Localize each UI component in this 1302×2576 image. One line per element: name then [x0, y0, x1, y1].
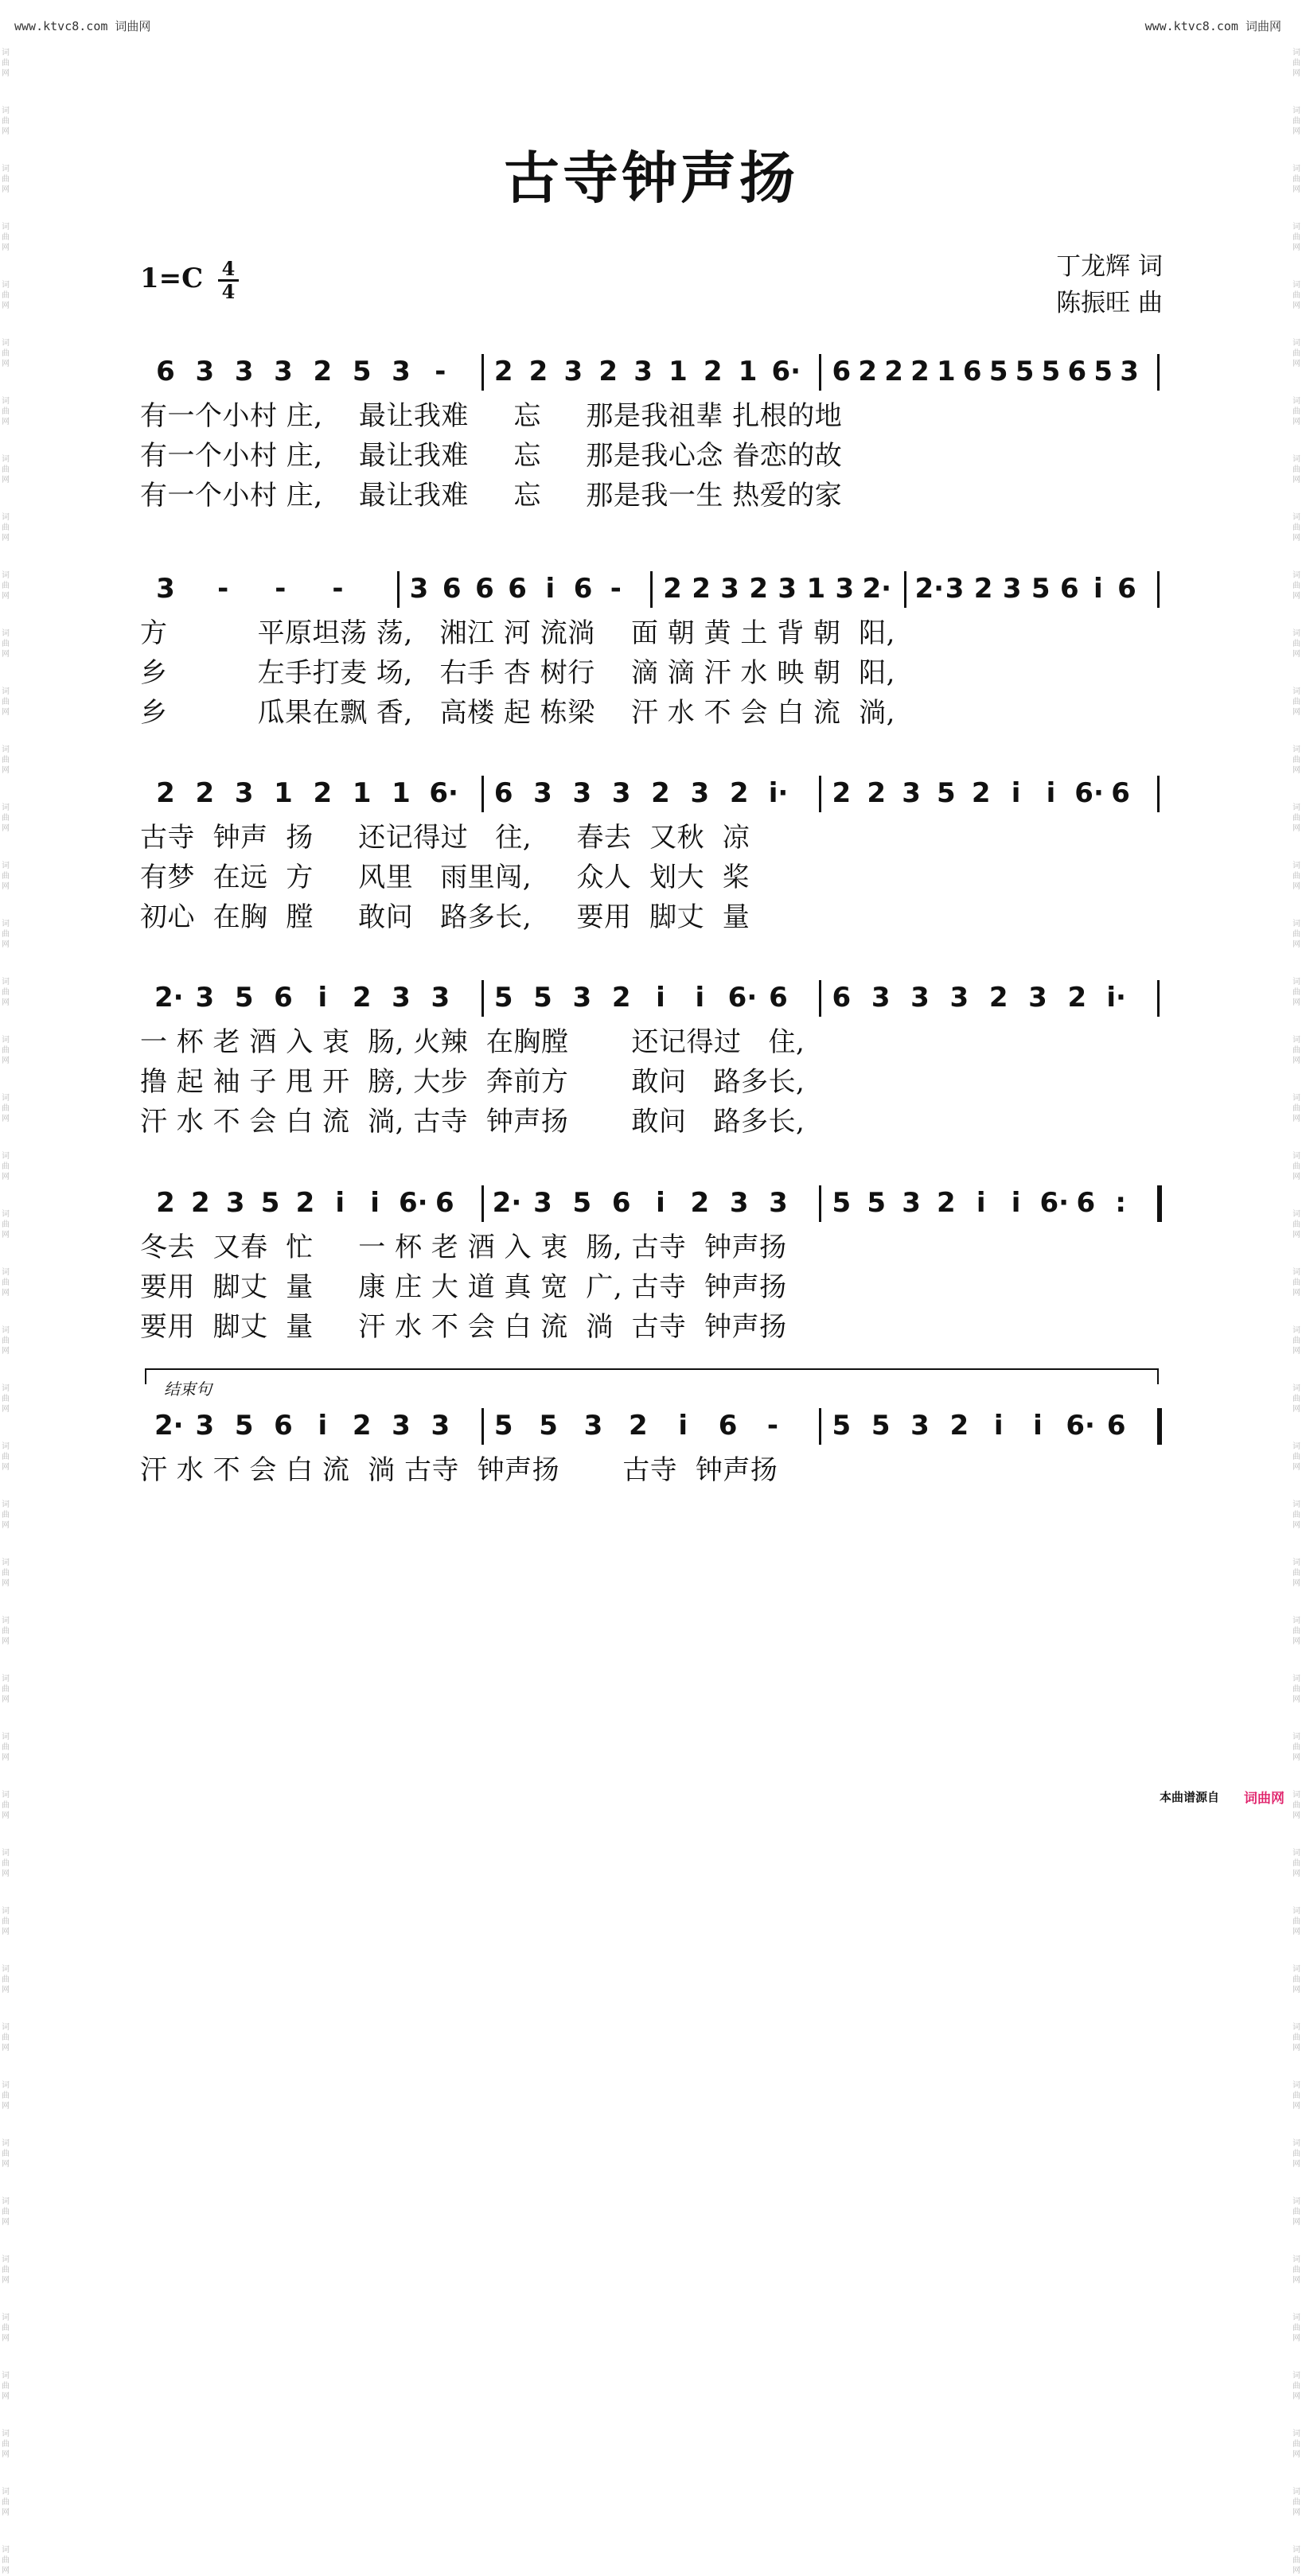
note: 6 — [435, 1187, 454, 1219]
note: - — [332, 573, 344, 605]
side-watermark-text: 词曲网 — [1292, 455, 1300, 484]
coda-label: 结束句 — [164, 1379, 212, 1399]
side-watermark-text: 词曲网 — [2, 2546, 10, 2575]
coda-bracket — [145, 1368, 1159, 1384]
lyric-line: 一 杯 老 酒 入 衷 肠, 火辣 在胸膛 还记得过 住, — [140, 1026, 805, 1058]
note: 6 — [274, 1410, 293, 1442]
note: 3 — [945, 573, 965, 605]
side-watermark-text: 词曲网 — [1292, 629, 1300, 659]
note: 6· — [398, 1187, 428, 1219]
side-watermark-text: 词曲网 — [2, 165, 10, 194]
lyricist: 丁龙辉 词 — [1056, 252, 1163, 281]
side-watermark-text: 词曲网 — [1292, 223, 1300, 252]
footer-site-logo: 词曲网 — [1244, 1791, 1284, 1807]
side-watermark-text: 词曲网 — [1292, 2488, 1300, 2517]
note: 5 — [1041, 356, 1061, 387]
side-watermark-text: 词曲网 — [1292, 1210, 1300, 1239]
barline — [650, 571, 653, 608]
side-watermark-text: 词曲网 — [2, 2372, 10, 2401]
note: 2· — [862, 573, 892, 605]
note: 5 — [533, 982, 552, 1014]
side-watermark-text: 词曲网 — [1292, 2197, 1300, 2227]
side-watermark-text: 词曲网 — [2, 1965, 10, 1994]
side-watermark-text: 词曲网 — [2, 920, 10, 949]
note: 5 — [352, 356, 372, 387]
note: 1 — [392, 777, 411, 809]
side-watermark-text: 词曲网 — [1292, 1094, 1300, 1123]
note: 3 — [533, 1187, 552, 1219]
note: 3 — [234, 777, 254, 809]
note: 6 — [1059, 573, 1079, 605]
side-watermark-text: 词曲网 — [2, 629, 10, 659]
side-watermark-text: 词曲网 — [1292, 571, 1300, 601]
side-watermark-text: 词曲网 — [2, 339, 10, 368]
side-watermark-text: 词曲网 — [2, 107, 10, 136]
side-watermark-text: 词曲网 — [1292, 745, 1300, 775]
note: 1 — [669, 356, 688, 387]
side-watermark-text: 词曲网 — [1292, 862, 1300, 891]
lyric-line: 方 平原坦荡 荡, 湘江 河 流淌 面 朝 黄 土 背 朝 阳, — [140, 617, 895, 649]
side-watermark-text: 词曲网 — [2, 1384, 10, 1414]
side-watermark-text: 词曲网 — [2, 1210, 10, 1239]
note: i — [1011, 1187, 1021, 1219]
side-watermark-text: 词曲网 — [1292, 2546, 1300, 2575]
lyric-line: 冬去 又春 忙 一 杯 老 酒 入 衷 肠, 古寺 钟声扬 — [140, 1232, 787, 1263]
note: i — [1033, 1410, 1043, 1442]
lyric-line: 汗 水 不 会 白 流 淌, 古寺 钟声扬 敢问 路多长, — [140, 1106, 805, 1138]
note: 2 — [313, 356, 333, 387]
note: 6· — [429, 777, 458, 809]
side-watermark-text: 词曲网 — [2, 397, 10, 426]
side-watermark-text: 词曲网 — [1292, 1907, 1300, 1936]
side-watermark-text: 词曲网 — [1292, 1558, 1300, 1588]
side-watermark-text: 词曲网 — [2, 1152, 10, 1181]
side-watermark-text: 词曲网 — [1292, 165, 1300, 194]
side-watermark-text: 词曲网 — [1292, 978, 1300, 1007]
side-watermark-text: 词曲网 — [1292, 2023, 1300, 2053]
note: 2 — [313, 777, 333, 809]
barline — [1157, 980, 1160, 1017]
note: 3 — [392, 1410, 411, 1442]
side-watermark-text: 词曲网 — [1292, 1036, 1300, 1065]
note: 6· — [1066, 1410, 1095, 1442]
note: 2 — [692, 573, 711, 605]
barline — [1157, 776, 1160, 812]
note: 1 — [738, 356, 758, 387]
note: 2 — [973, 573, 993, 605]
side-watermark-text: 词曲网 — [1292, 1791, 1300, 1820]
watermark-left: www.ktvc8.com 词曲网 — [14, 19, 151, 33]
note: - — [275, 573, 287, 605]
note: 3 — [1002, 573, 1022, 605]
lyric-line: 要用 脚丈 量 康 庄 大 道 真 宽 广, 古寺 钟声扬 — [140, 1271, 787, 1303]
side-watermark-text: 词曲网 — [2, 513, 10, 543]
note: 6 — [1067, 356, 1087, 387]
side-watermark-text: 词曲网 — [1292, 2081, 1300, 2111]
note: 3 — [902, 1187, 921, 1219]
note: 6 — [1111, 777, 1130, 809]
note: 6 — [493, 777, 513, 809]
note: 6· — [1039, 1187, 1070, 1219]
note: 3 — [611, 777, 631, 809]
side-watermark-text: 词曲网 — [2, 281, 10, 310]
note: i — [1093, 573, 1103, 605]
note: 5 — [1031, 573, 1051, 605]
note: - — [435, 356, 446, 387]
note: 2· — [154, 1410, 184, 1442]
song-title: 古寺钟声扬 — [504, 145, 798, 211]
note: 6 — [156, 356, 175, 387]
note: 3 — [910, 1410, 930, 1442]
note: i — [318, 982, 328, 1014]
lyric-line: 有一个小村 庄, 最让我难 忘 那是我心念 眷恋的故 — [140, 440, 843, 472]
note: 6 — [442, 573, 462, 605]
side-watermark-text: 词曲网 — [2, 223, 10, 252]
lyric-line: 有梦 在远 方 风里 雨里闯, 众人 划大 桨 — [140, 862, 750, 893]
side-watermark-text: 词曲网 — [2, 2488, 10, 2517]
note: 2 — [191, 1187, 210, 1219]
note: i — [976, 1187, 986, 1219]
note: i — [545, 573, 555, 605]
note: i — [335, 1187, 345, 1219]
note: 3 — [392, 356, 411, 387]
note: i — [993, 1410, 1004, 1442]
note: 3 — [769, 1187, 788, 1219]
side-watermark-text: 词曲网 — [2, 1733, 10, 1762]
note: 3 — [195, 982, 215, 1014]
note: 1 — [352, 777, 372, 809]
side-watermark-text: 词曲网 — [1292, 513, 1300, 543]
side-watermark-text: 词曲网 — [1292, 1326, 1300, 1356]
barline — [1157, 354, 1160, 391]
note: 2 — [663, 573, 682, 605]
side-watermark-text: 词曲网 — [1292, 2255, 1300, 2285]
note: 2 — [528, 356, 548, 387]
side-watermark-text: 词曲网 — [1292, 397, 1300, 426]
side-watermark-text: 词曲网 — [2, 1907, 10, 1936]
note: 6 — [718, 1410, 738, 1442]
note: 2 — [884, 356, 903, 387]
note: - — [610, 573, 622, 605]
note: 6 — [962, 356, 982, 387]
barline — [481, 354, 484, 391]
note: 3 — [902, 777, 921, 809]
side-watermark-text: 词曲网 — [1292, 2139, 1300, 2169]
lyric-line: 有一个小村 庄, 最让我难 忘 那是我祖辈 扎根的地 — [140, 400, 843, 432]
note: 2· — [154, 982, 184, 1014]
barline — [481, 980, 484, 1017]
side-watermark-text: 词曲网 — [1292, 687, 1300, 717]
side-watermark-text: 词曲网 — [1292, 1268, 1300, 1298]
barline — [481, 776, 484, 812]
barline — [819, 776, 821, 812]
side-watermark-text: 词曲网 — [2, 804, 10, 833]
side-watermark-text: 词曲网 — [2, 2139, 10, 2169]
lyric-line: 乡 左手打麦 场, 右手 杏 树行 滴 滴 汗 水 映 朝 阳, — [140, 657, 895, 689]
note: 3 — [195, 1410, 215, 1442]
note: 3 — [156, 573, 175, 605]
side-watermark-text: 词曲网 — [2, 745, 10, 775]
note: 5 — [493, 982, 513, 1014]
side-watermark-text: 词曲网 — [1292, 920, 1300, 949]
side-watermark-text: 词曲网 — [1292, 1152, 1300, 1181]
note: i — [318, 1410, 328, 1442]
side-watermark-text: 词曲网 — [1292, 1384, 1300, 1414]
side-watermark-text: 词曲网 — [1292, 1849, 1300, 1878]
note: 2 — [937, 1187, 956, 1219]
note: 2 — [749, 573, 769, 605]
note: 6 — [769, 982, 788, 1014]
lyric-line: 有一个小村 庄, 最让我难 忘 那是我一生 热爱的家 — [140, 480, 843, 512]
note: 6· — [771, 356, 801, 387]
note: 2 — [195, 777, 215, 809]
barline — [1157, 1185, 1162, 1222]
note: 2 — [295, 1187, 315, 1219]
note: 3 — [225, 1187, 245, 1219]
side-watermark-text: 词曲网 — [2, 1036, 10, 1065]
note: 2 — [690, 1187, 710, 1219]
note: 5 — [234, 982, 254, 1014]
lyric-line: 初心 在胸 膛 敢问 路多长, 要用 脚丈 量 — [140, 901, 750, 933]
note: 6 — [475, 573, 494, 605]
note: : — [1115, 1187, 1126, 1219]
side-watermark-text: 词曲网 — [2, 2197, 10, 2227]
barline — [481, 1185, 484, 1222]
note: 6 — [832, 982, 852, 1014]
side-watermark-text: 词曲网 — [1292, 1733, 1300, 1762]
lyric-line: 汗 水 不 会 白 流 淌 古寺 钟声扬 古寺 钟声扬 — [140, 1454, 778, 1486]
barline — [904, 571, 906, 608]
side-watermark-text: 词曲网 — [1292, 1442, 1300, 1472]
note: 6 — [611, 1187, 631, 1219]
note: 5 — [493, 1410, 513, 1442]
note: 6 — [1076, 1187, 1096, 1219]
side-watermark-text: 词曲网 — [2, 2023, 10, 2053]
lyric-line: 撸 起 袖 子 甩 开 膀, 大步 奔前方 敢问 路多长, — [140, 1066, 805, 1098]
note: 6 — [508, 573, 527, 605]
side-watermark-text: 词曲网 — [2, 2255, 10, 2285]
note: 3 — [729, 1187, 749, 1219]
note: i — [656, 1187, 665, 1219]
side-watermark-text: 词曲网 — [2, 2430, 10, 2459]
footer-source: 本曲谱源自 — [1159, 1790, 1219, 1804]
note: 6· — [1074, 777, 1104, 809]
note: 3 — [910, 982, 930, 1014]
note: 3 — [949, 982, 969, 1014]
note: 2 — [988, 982, 1008, 1014]
note: 2 — [971, 777, 991, 809]
note: 5 — [832, 1187, 852, 1219]
side-watermark-text: 词曲网 — [2, 1675, 10, 1704]
note: i — [695, 982, 705, 1014]
note: 2 — [858, 356, 878, 387]
note: 3 — [431, 982, 450, 1014]
note: 3 — [409, 573, 429, 605]
note: 2 — [651, 777, 670, 809]
side-watermark-text: 词曲网 — [1292, 107, 1300, 136]
lyric-line: 古寺 钟声 扬 还记得过 往, 春去 又秋 凉 — [140, 822, 750, 854]
note: 3 — [274, 356, 293, 387]
note: 3 — [572, 777, 592, 809]
note: 2 — [352, 982, 372, 1014]
lyric-line: 要用 脚丈 量 汗 水 不 会 白 流 淌 古寺 钟声扬 — [140, 1311, 787, 1343]
note: i — [1046, 777, 1056, 809]
barline — [1157, 1408, 1162, 1445]
note: i — [656, 982, 665, 1014]
note: 5 — [1015, 356, 1035, 387]
lyric-line: 乡 瓜果在飘 香, 高楼 起 栋梁 汗 水 不 会 白 流 淌, — [140, 697, 895, 729]
note: 3 — [392, 982, 411, 1014]
note: - — [766, 1410, 778, 1442]
side-watermark-text: 词曲网 — [2, 978, 10, 1007]
note: 3 — [690, 777, 710, 809]
note: 1 — [806, 573, 826, 605]
note: 3 — [1120, 356, 1139, 387]
note: 5 — [1093, 356, 1113, 387]
side-watermark-text: 词曲网 — [2, 1326, 10, 1356]
barline — [1157, 571, 1160, 608]
side-watermark-text: 词曲网 — [2, 2313, 10, 2343]
side-watermark-text: 词曲网 — [2, 687, 10, 717]
note: 2 — [628, 1410, 648, 1442]
note: 5 — [572, 1187, 592, 1219]
note: 2 — [493, 356, 513, 387]
note: 5 — [539, 1410, 558, 1442]
note: 2 — [611, 982, 631, 1014]
side-watermark-text: 词曲网 — [1292, 2372, 1300, 2401]
side-watermark-text: 词曲网 — [2, 1617, 10, 1646]
note: 3 — [720, 573, 739, 605]
note: 2 — [352, 1410, 372, 1442]
side-watermark-text: 词曲网 — [1292, 804, 1300, 833]
side-watermark-text: 词曲网 — [2, 1558, 10, 1588]
note: 3 — [195, 356, 215, 387]
key-signature: 1=C — [140, 263, 204, 294]
note: 2· — [914, 573, 945, 605]
note: 2 — [156, 777, 175, 809]
note: 2· — [492, 1187, 522, 1219]
note: 3 — [431, 1410, 450, 1442]
side-watermark-text: 词曲网 — [1292, 49, 1300, 78]
note: 5 — [260, 1187, 280, 1219]
note: 3 — [1028, 982, 1047, 1014]
side-watermark-text: 词曲网 — [2, 455, 10, 484]
side-watermark-text: 词曲网 — [2, 1791, 10, 1820]
side-watermark-text: 词曲网 — [2, 1500, 10, 1530]
note: 2 — [156, 1187, 175, 1219]
note: i — [370, 1187, 380, 1219]
time-bottom: 4 — [221, 280, 236, 303]
note: 1 — [937, 356, 956, 387]
barline — [397, 571, 400, 608]
side-watermark-text: 词曲网 — [2, 1849, 10, 1878]
barline — [819, 1408, 821, 1445]
note: 3 — [572, 982, 592, 1014]
note: 6 — [832, 356, 852, 387]
side-watermark-text: 词曲网 — [2, 2081, 10, 2111]
note: 5 — [832, 1410, 852, 1442]
note: 2 — [832, 777, 852, 809]
note: 2 — [729, 777, 749, 809]
side-watermark-text: 词曲网 — [1292, 339, 1300, 368]
barline — [819, 1185, 821, 1222]
note: 3 — [234, 356, 254, 387]
note: 2 — [598, 356, 618, 387]
note: i — [678, 1410, 688, 1442]
side-watermark-text: 词曲网 — [1292, 281, 1300, 310]
note: 3 — [563, 356, 583, 387]
note: 2 — [910, 356, 930, 387]
note: 2 — [949, 1410, 969, 1442]
note: 6 — [274, 982, 293, 1014]
side-watermark-text: 词曲网 — [2, 862, 10, 891]
composer: 陈振旺 曲 — [1056, 289, 1163, 317]
note: 5 — [867, 1187, 886, 1219]
note: 1 — [274, 777, 293, 809]
side-watermark-text: 词曲网 — [2, 1442, 10, 1472]
side-watermark-text: 词曲网 — [1292, 1500, 1300, 1530]
barline — [819, 980, 821, 1017]
note: i· — [768, 777, 789, 809]
note: 6 — [1117, 573, 1136, 605]
side-watermark-text: 词曲网 — [1292, 1675, 1300, 1704]
note: 3 — [533, 777, 552, 809]
note: 5 — [988, 356, 1008, 387]
time-top: 4 — [221, 257, 236, 280]
note: 3 — [871, 982, 891, 1014]
note: 6· — [727, 982, 758, 1014]
watermark-right: www.ktvc8.com 词曲网 — [1144, 19, 1281, 33]
note: 5 — [871, 1410, 891, 1442]
note: i — [1011, 777, 1021, 809]
side-watermark-text: 词曲网 — [2, 571, 10, 601]
side-watermark-text: 词曲网 — [1292, 2313, 1300, 2343]
note: 6 — [573, 573, 593, 605]
side-watermark-text: 词曲网 — [2, 49, 10, 78]
note: 2 — [867, 777, 886, 809]
note: 3 — [778, 573, 797, 605]
barline — [819, 354, 821, 391]
note: 2 — [1067, 982, 1087, 1014]
side-watermark-text: 词曲网 — [2, 1268, 10, 1298]
note: 3 — [835, 573, 855, 605]
note: - — [217, 573, 229, 605]
note: 3 — [633, 356, 653, 387]
note: i· — [1106, 982, 1126, 1014]
side-watermark-text: 词曲网 — [1292, 1617, 1300, 1646]
note: 3 — [583, 1410, 603, 1442]
note: 5 — [234, 1410, 254, 1442]
side-watermark-text: 词曲网 — [1292, 1965, 1300, 1994]
note: 6 — [1106, 1410, 1126, 1442]
barline — [481, 1408, 484, 1445]
note: 2 — [703, 356, 723, 387]
note: 5 — [937, 777, 956, 809]
side-watermark-text: 词曲网 — [1292, 2430, 1300, 2459]
side-watermark-text: 词曲网 — [2, 1094, 10, 1123]
